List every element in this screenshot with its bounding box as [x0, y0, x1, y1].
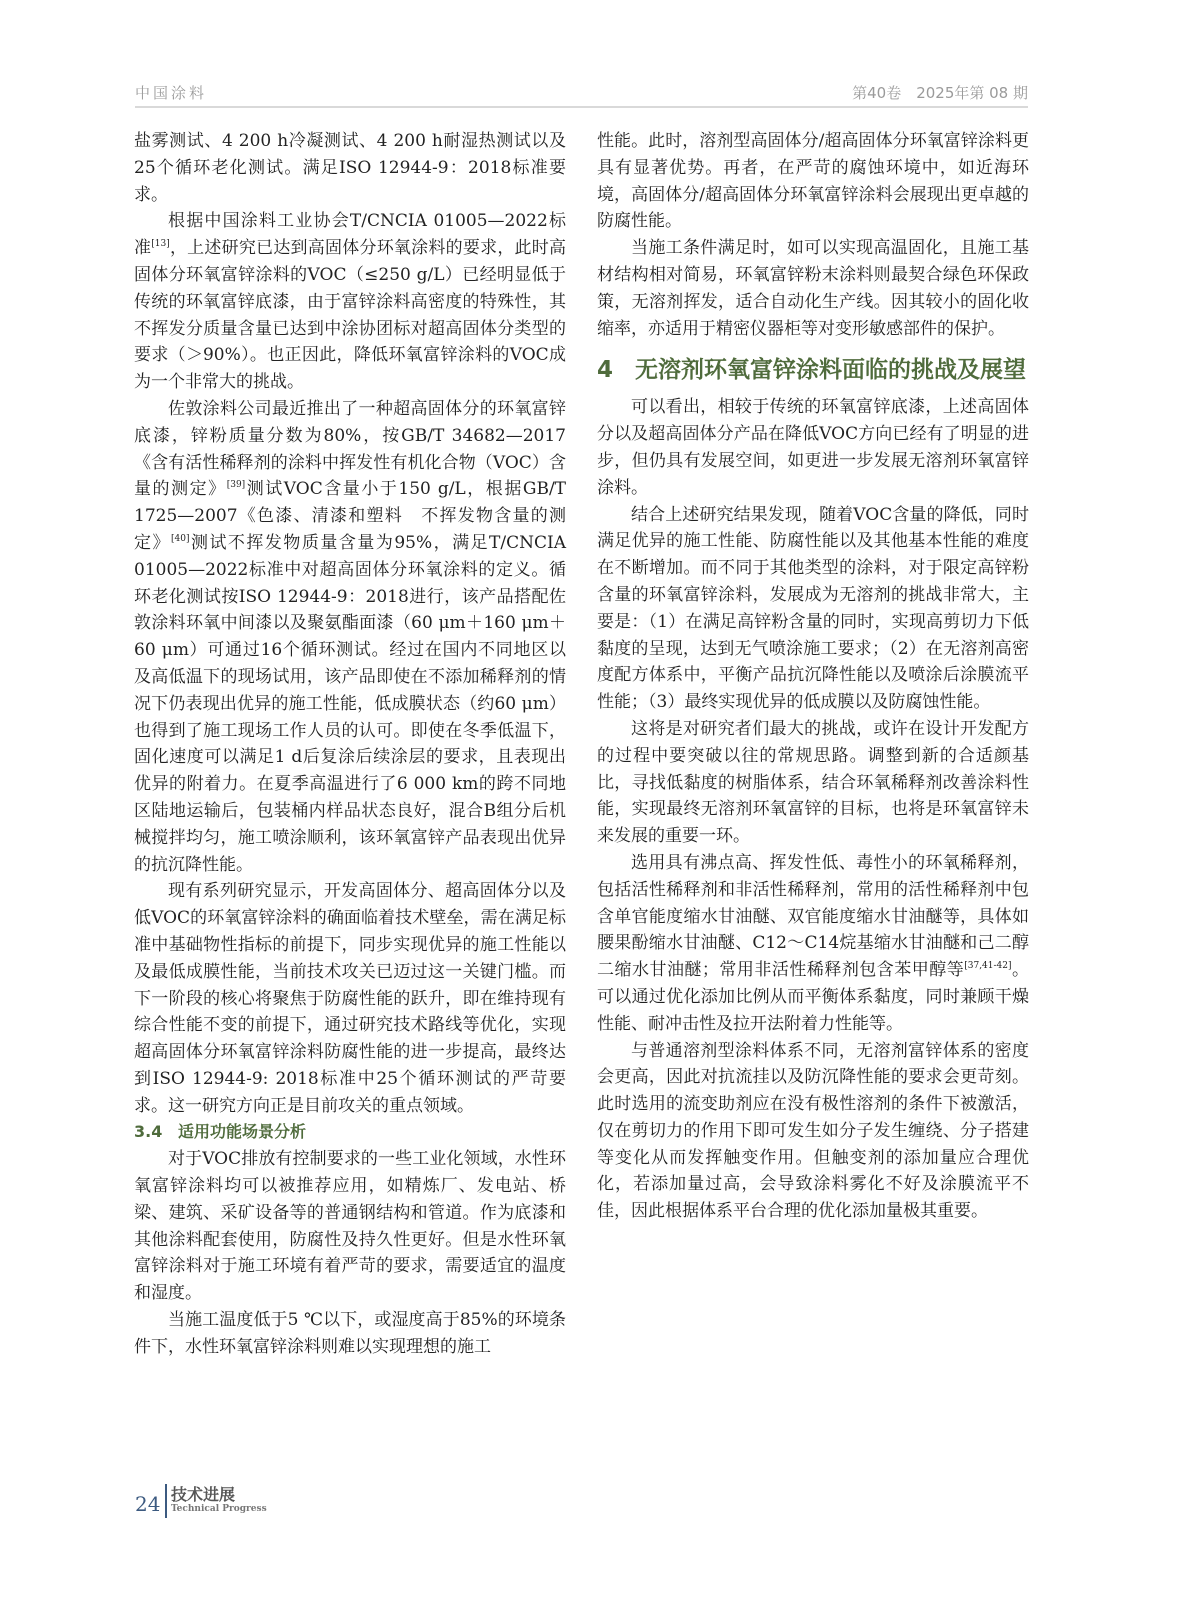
paragraph-text: 对于VOC排放有控制要求的一些工业化领域，水性环氧富锌涂料均可以被推荐应用，如精炼厂、发电站、桥梁、建筑、采矿设备等的普通钢结构和管道。作为底漆和其他涂料配套使用，防腐性及持久性更好。但是水性环氧富锌涂料对于施工环境有着严苛的要求，需要适宜的温度和湿度。 [134, 1149, 566, 1304]
heading-title: 无溶剂环氧富锌涂料面临的挑战及展望 [635, 357, 1026, 384]
paragraph-text: 结合上述研究结果发现，随着VOC含量的降低，同时满足优异的施工性能、防腐性能以及其他基本性能的难度在不断增加。而不同于其他类型的涂料，对于限定高锌粉含量的环氧富锌涂料，发展成为无溶剂的挑战非常大，主要是：（1）在满足高锌粉含量的同时，实现高剪切力下低黏度的呈现，达到无气喷涂施工要求；（2）在无溶剂高密度配方体系中，平衡产品抗沉降性能以及喷涂后涂膜流平性能；（3）最终实现优异的低成膜以及防腐蚀性能。 [597, 504, 1029, 713]
right-column [597, 128, 1029, 1225]
section-label-english: Technical Progress [171, 1504, 267, 1514]
paragraph-text: 佐敦涂料公司最近推出了一种超高固体分的环氧富锌底漆，锌粉质量分数为80%，按GB/T 34682—2017《含有活性稀释剂的涂料中挥发性有机化合物（VOC）含量的测定》 [134, 398, 566, 500]
paragraph [597, 502, 1029, 716]
heading-title: 适用功能场景分析 [178, 1122, 307, 1142]
paragraph [597, 235, 1029, 342]
paragraph [597, 128, 1029, 235]
paragraph-text: 根据中国涂料工业协会T/CNCIA 01005—2022标准 [134, 211, 566, 259]
left-column [134, 128, 566, 1361]
paragraph [597, 394, 1029, 501]
subsection-heading [134, 1119, 566, 1146]
issue-info: 第40卷 2025年第 08 期 [852, 84, 1028, 102]
paragraph [597, 850, 1029, 1038]
page-number: 24 [135, 1492, 161, 1516]
paragraph-text: 可以看出，相较于传统的环氧富锌底漆，上述高固体分以及超高固体分产品在降低VOC方向已经有了明显的进步，但仍具有发展空间，如更进一步发展无溶剂环氧富锌涂料。 [597, 397, 1029, 498]
paragraph-text: 当施工温度低于5 ℃以下，或湿度高于85%的环境条件下，水性环氧富锌涂料则难以实现理想的施工 [134, 1310, 566, 1357]
citation-ref: [13] [151, 239, 170, 250]
paragraph-text: ，上述研究已达到高固体分环氧涂料的要求，此时高固体分环氧富锌涂料的VOC（≤250 g/L）已经明显低于传统的环氧富锌底漆，由于富锌涂料高密度的特殊性，其不挥发分质量含量已达到中涂协团标对超高固体分类型的要求（＞90%）。也正因此，降低环氧富锌涂料的VOC成为一个非常大的挑战。 [134, 238, 567, 393]
section-label: 技术进展 [171, 1485, 236, 1504]
heading-number: 4 [597, 357, 614, 384]
paragraph-text: 测试不挥发物质量含量为95%，满足T/CNCIA 01005—2022标准中对超高固体分环氧涂料的定义。循环老化测试按ISO 12944-9：2018进行，该产品搭配佐敦涂料环氧中间漆以及聚氨酯面漆（60 μm＋160 μm＋60 μm）可通过16个循环测试。经过在国内不同地区以及高低温下的现场试用，该产品即使在不添加稀释剂的情况下仍表现出优异的施工性能，低成膜状态（约60 μm）也得到了施工现场工作人员的认可。即使在冬季低温下，固化速度可以满足1 d后复涂后续涂层的要求，且表现出优异的附着力。在夏季高温进行了6 000 km的跨不同地区陆地运输后，包装桶内样品状态良好，混合B组分后机械搅拌均匀，施工喷涂顺利，该环氧富锌产品表现出优异的抗沉降性能。 [134, 532, 567, 875]
paragraph-text: 测试VOC含量小于150 g/L，根据GB/T 1725—2007《色漆、清漆和塑料 不挥发物含量的测定》 [134, 479, 567, 553]
paragraph [597, 1038, 1029, 1226]
running-header [135, 82, 1028, 108]
paragraph [134, 1146, 566, 1307]
paragraph [134, 128, 566, 208]
paragraph-text: 这将是对研究者们最大的挑战，或许在设计开发配方的过程中要突破以往的常规思路。调整到新的合适颜基比，寻找低黏度的树脂体系，结合环氧稀释剂改善涂料性能，实现最终无溶剂环氧富锌的目标，也将是环氧富锌未来发展的重要一环。 [597, 718, 1029, 847]
paragraph-text: 性能。此时，溶剂型高固体分/超高固体分环氧富锌涂料更具有显著优势。再者，在严苛的腐蚀环境中，如近海环境，高固体分/超高固体分环氧富锌涂料会展现出更卓越的防腐性能。 [597, 131, 1029, 232]
paragraph-text: 与普通溶剂型涂料体系不同，无溶剂富锌体系的密度会更高，因此对抗流挂以及防沉降性能的要求会更苛刻。此时选用的流变助剂应在没有极性溶剂的条件下被激活，仅在剪切力的作用下即可发生如分子发生缠绕、分子搭建等变化从而发挥触变作用。但触变剂的添加量应合理优化，若添加量过高，会导致涂料雾化不好及涂膜流平不佳，因此根据体系平台合理的优化添加量极其重要。 [597, 1040, 1029, 1222]
paragraph-text: 盐雾测试、4 200 h冷凝测试、4 200 h耐湿热测试以及25个循环老化测试。满足ISO 12944-9：2018标准要求。 [134, 131, 566, 205]
footer-divider [165, 1484, 167, 1518]
paragraph-text: 选用具有沸点高、挥发性低、毒性小的环氧稀释剂，包括活性稀释剂和非活性稀释剂，常用的活性稀释剂中包含单官能度缩水甘油醚、双官能度缩水甘油醚等，具体如腰果酚缩水甘油醚、C12～C14烷基缩水甘油醚和己二醇二缩水甘油醚；常用非活性稀释剂包含苯甲醇等 [597, 852, 1029, 981]
paragraph-text: 当施工条件满足时，如可以实现高温固化，且施工基材结构相对简易，环氧富锌粉末涂料则最契合绿色环保政策，无溶剂挥发，适合自动化生产线。因其较小的固化收缩率，亦适用于精密仪器柜等对变形敏感部件的保护。 [597, 238, 1029, 339]
paragraph [134, 1307, 566, 1361]
journal-name: 中国涂料 [135, 84, 208, 102]
paragraph [134, 878, 566, 1119]
paragraph [134, 208, 566, 396]
paragraph [597, 716, 1029, 850]
paragraph [134, 396, 566, 878]
citation-ref: [39] [226, 480, 246, 491]
heading-number: 3.4 [134, 1122, 163, 1142]
citation-ref: [37,41-42] [964, 961, 1012, 972]
section-heading [597, 356, 1029, 384]
citation-ref: [40] [170, 533, 190, 544]
paragraph-text: 。可以通过优化添加比例从而平衡体系黏度，同时兼顾干燥性能、耐冲击性及拉开法附着力性能等。 [597, 960, 1030, 1034]
paragraph-text: 现有系列研究显示，开发高固体分、超高固体分以及低VOC的环氧富锌涂料的确面临着技术壁垒，需在满足标准中基础物性指标的前提下，同步实现优异的施工性能以及最低成膜性能，当前技术攻关已迈过这一关键门槛。而下一阶段的核心将聚焦于防腐性能的跃升，即在维持现有综合性能不变的前提下，通过研究技术路线等优化，实现超高固体分环氧富锌涂料防腐性能的进一步提高，最终达到ISO 12944-9: 2018标准中25个循环测试的严苛要求。这一研究方向正是目前攻关的重点领域。 [134, 881, 566, 1116]
